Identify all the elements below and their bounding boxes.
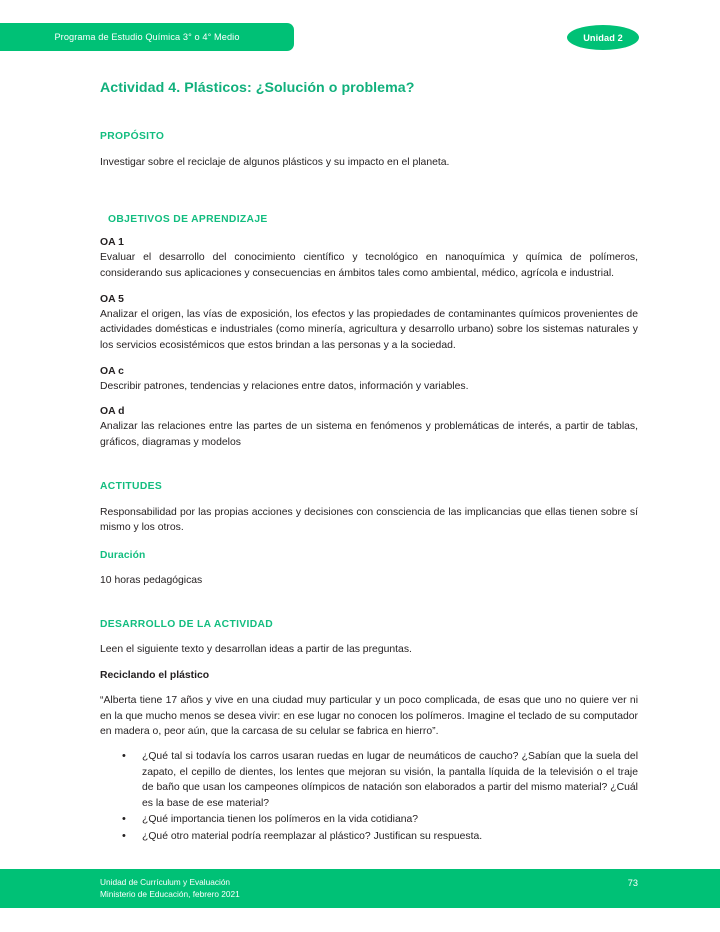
desarrollo-intro: Leen el siguiente texto y desarrollan ideas a partir de las preguntas. xyxy=(100,644,412,656)
unit-badge xyxy=(567,25,639,50)
program-banner xyxy=(0,23,294,51)
actitudes-heading: ACTITUDES xyxy=(100,480,163,492)
questions-list xyxy=(100,749,638,845)
footer-line-2: Ministerio de Educación, febrero 2021 xyxy=(100,889,240,900)
oa-item xyxy=(100,404,638,450)
footer-credits xyxy=(100,876,240,900)
objetivos-heading: OBJETIVOS DE APRENDIZAJE xyxy=(108,213,268,225)
oa-item xyxy=(100,235,638,281)
page-header xyxy=(0,0,720,76)
unit-badge-label: Unidad 2 xyxy=(583,32,623,43)
oa-text: Analizar el origen, las vías de exposición, los efectos y las propiedades de contaminantes químicos provenientes de actividades domésticas e industriales (como minería, agricultura y desarrollo urbano) sobre los sistemas naturales y los servicios ecosistémicos que estos brindan a las personas y a la sociedad. xyxy=(100,308,638,351)
duracion-heading: Duración xyxy=(100,550,146,562)
desarrollo-heading: DESARROLLO DE LA ACTIVIDAD xyxy=(100,619,274,631)
page-title: Actividad 4. Plásticos: ¿Solución o problema? xyxy=(100,80,415,96)
list-item: • ¿Qué otro material podría reemplazar al plástico? Justifican su respuesta. xyxy=(100,829,638,845)
oa-text: Describir patrones, tendencias y relaciones entre datos, información y variables. xyxy=(100,380,469,392)
objetivos-section xyxy=(100,214,638,451)
oa-code: OA d xyxy=(100,406,125,418)
list-item: • ¿Qué importancia tienen los polímeros en la vida cotidiana? xyxy=(100,812,638,828)
page-content xyxy=(100,80,638,846)
oa-code: OA 1 xyxy=(100,237,124,249)
page-number: 73 xyxy=(627,878,638,888)
oa-item xyxy=(100,364,638,395)
desarrollo-subheading: Reciclando el plástico xyxy=(100,669,210,681)
desarrollo-quote: “Alberta tiene 17 años y vive en una ciudad muy particular y un poco complicada, de esas que uno no quiere ver ni en la que mucho menos se desea vivir: en ese lugar no conocen los polímeros. Imagine el teclado de su computador en madera o, peor aún, que la carcasa de su celular se fabrica en hierro”. xyxy=(100,695,638,738)
proposito-heading: PROPÓSITO xyxy=(100,131,165,143)
footer-line-1: Unidad de Currículum y Evaluación xyxy=(100,877,231,887)
actitudes-text: Responsabilidad por las propias acciones y decisiones con consciencia de las implicancias que ellas tienen sobre sí mismo y los otros. xyxy=(100,506,638,534)
program-banner-label: Programa de Estudio Química 3° o 4° Medio xyxy=(54,32,240,42)
duracion-text: 10 horas pedagógicas xyxy=(100,575,203,587)
oa-text: Evaluar el desarrollo del conocimiento científico y tecnológico en nanoquímica y química de polímeros, considerando sus aplicaciones y consecuencias en ámbitos tales como ambiental, médico, agrícola e industrial. xyxy=(100,252,638,280)
list-item: • ¿Qué tal si todavía los carros usaran ruedas en lugar de neumáticos de caucho? ¿Sabían que la suela del zapato, el cepillo de dientes, los lentes que mejoran su visión, la pantalla líquida de la televisión o el traje de baño que usan los campeones olímpicos de natación son elaborados a partir del mismo material? ¿Cuál es la base de ese material? xyxy=(100,749,638,811)
page-footer xyxy=(0,869,720,908)
oa-item xyxy=(100,292,638,354)
oa-text: Analizar las relaciones entre las partes de un sistema en fenómenos y problemáticas de interés, a partir de tablas, gráficos, diagramas y modelos xyxy=(100,421,638,448)
oa-code: OA c xyxy=(100,365,124,377)
proposito-text: Investigar sobre el reciclaje de algunos plásticos y su impacto en el planeta. xyxy=(100,157,450,169)
oa-code: OA 5 xyxy=(100,293,124,305)
